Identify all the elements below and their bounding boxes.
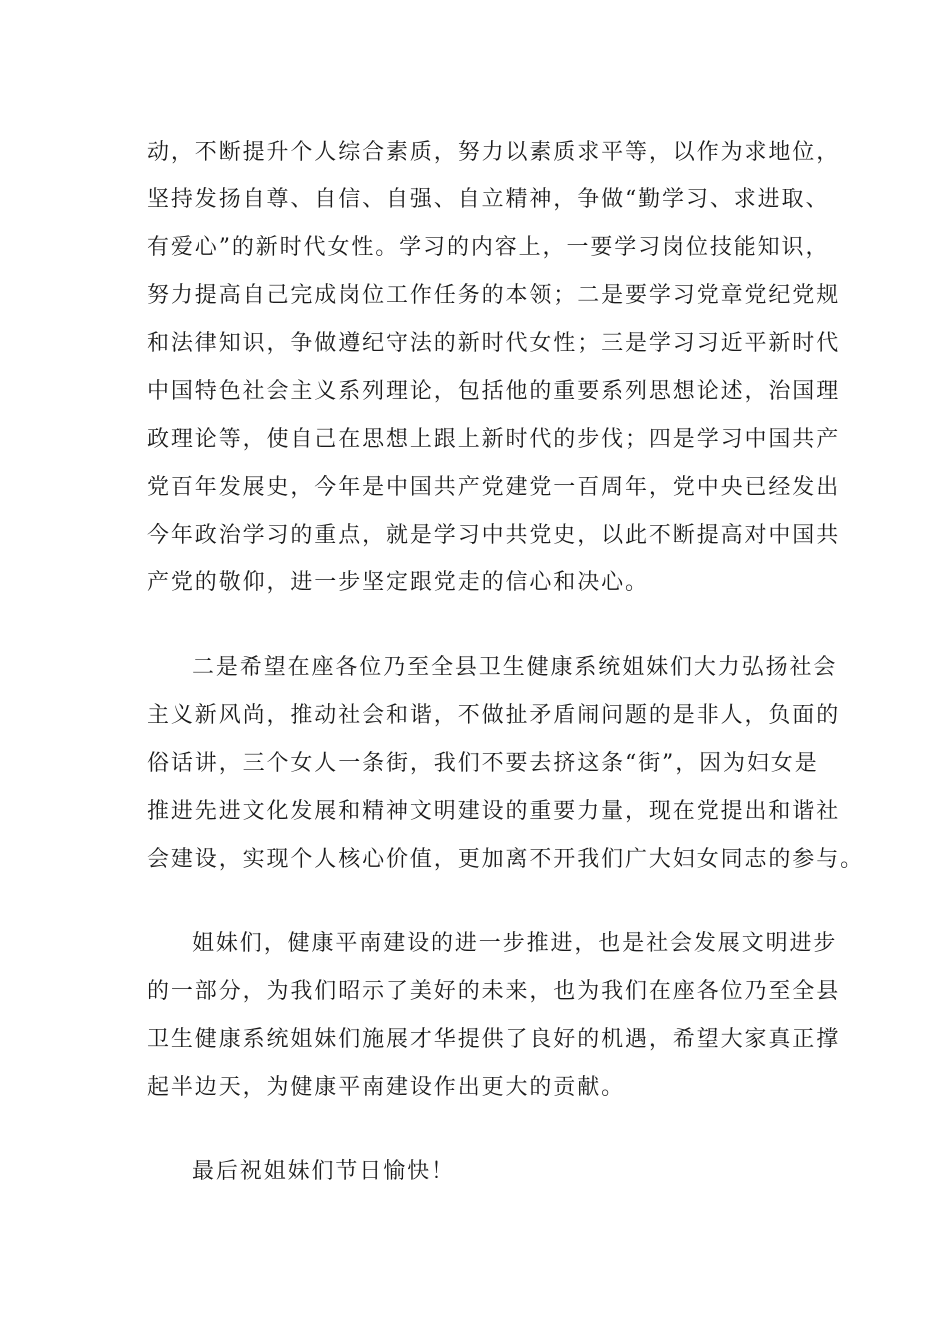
text-line: 动，不断提升个人综合素质，努力以素质求平等，以作为求地位， xyxy=(147,140,841,165)
text-line: 政理论等，使自己在思想上跟上新时代的步伐；四是学习中国共产 xyxy=(147,427,841,452)
paragraph-1-line-2 xyxy=(0,182,950,218)
text-line: 和法律知识，争做遵纪守法的新时代女性；三是学习习近平新时代 xyxy=(147,331,841,356)
text-line: 起半边天，为健康平南建设作出更大的贡献。 xyxy=(147,1075,626,1100)
text-line: 推进先进文化发展和精神文明建设的重要力量，现在党提出和谐社 xyxy=(147,799,841,824)
text-line: 姐妹们，健康平南建设的进一步推进，也是社会发展文明进步 xyxy=(192,931,838,956)
text-line: 努力提高自己完成岗位工作任务的本领；二是要学习党章党纪党规 xyxy=(147,283,841,308)
paragraph-2-line-3 xyxy=(0,746,950,782)
text-line: 会建设，实现个人核心价值，更加离不开我们广大妇女同志的参与。 xyxy=(147,847,865,872)
paragraph-2-line-5 xyxy=(0,842,950,878)
text-line: 的一部分，为我们昭示了美好的未来，也为我们在座各位乃至全县 xyxy=(147,979,841,1004)
paragraph-3-line-3 xyxy=(0,1022,950,1058)
paragraph-1-line-5 xyxy=(0,326,950,362)
paragraph-2-line-1 xyxy=(0,650,950,686)
paragraph-3-line-2 xyxy=(0,974,950,1010)
text-line: 二是希望在座各位乃至全县卫生健康系统姐妹们大力弘扬社会 xyxy=(192,655,838,680)
paragraph-1-line-3 xyxy=(0,230,950,266)
paragraph-1-line-9 xyxy=(0,518,950,554)
text-line: 今年政治学习的重点，就是学习中共党史，以此不断提高对中国共 xyxy=(147,523,841,548)
text-line: 卫生健康系统姐妹们施展才华提供了良好的机遇，希望大家真正撑 xyxy=(147,1027,841,1052)
text-line: 中国特色社会主义系列理论，包括他的重要系列思想论述，治国理 xyxy=(147,379,841,404)
paragraph-1-line-1 xyxy=(0,135,950,171)
paragraph-1-line-8 xyxy=(0,470,950,506)
text-line: 主义新风尚，推动社会和谐，不做扯矛盾闹问题的是非人，负面的 xyxy=(147,703,841,728)
paragraph-2-line-2 xyxy=(0,698,950,734)
paragraph-2-line-4 xyxy=(0,794,950,830)
paragraph-1-line-4 xyxy=(0,278,950,314)
paragraph-3-line-1 xyxy=(0,926,950,962)
text-line: 坚持发扬自尊、自信、自强、自立精神，争做“勤学习、求进取、 xyxy=(147,187,830,212)
text-line: 党百年发展史，今年是中国共产党建党一百周年，党中央已经发出 xyxy=(147,475,841,500)
paragraph-1-line-7 xyxy=(0,422,950,458)
paragraph-1-line-10 xyxy=(0,565,950,601)
paragraph-1-line-6 xyxy=(0,374,950,410)
paragraph-3-line-4 xyxy=(0,1070,950,1106)
text-line: 俗话讲，三个女人一条街，我们不要去挤这条“街”，因为妇女是 xyxy=(147,751,819,776)
text-line: 产党的敬仰，进一步坚定跟党走的信心和决心。 xyxy=(147,570,649,595)
closing-line xyxy=(0,1154,950,1190)
text-line: 最后祝姐妹们节日愉快！ xyxy=(192,1159,455,1184)
text-line: 有爱心”的新时代女性。学习的内容上，一要学习岗位技能知识， xyxy=(147,235,830,260)
